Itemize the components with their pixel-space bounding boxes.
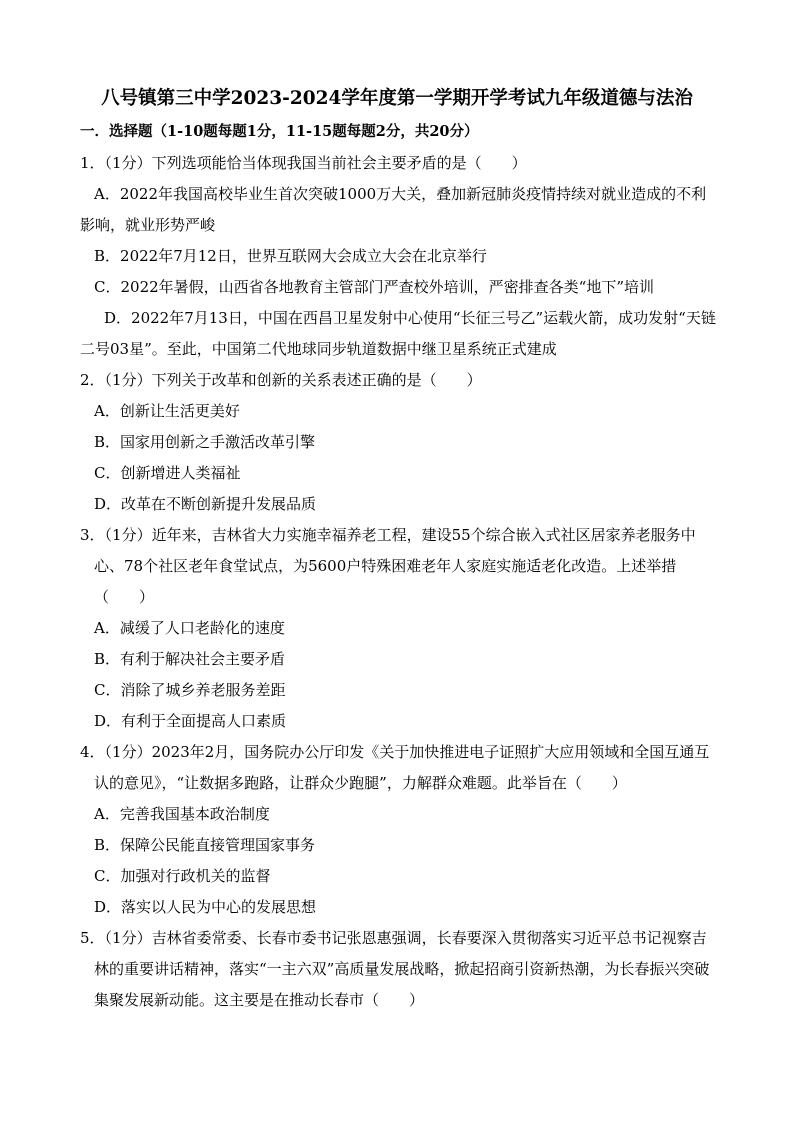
question-list [80, 148, 720, 1016]
option-b: B．国家用创新之手激活改革引擎 [94, 433, 316, 451]
option-d: D．落实以人民为中心的发展思想 [94, 898, 317, 916]
question-number: 1． [80, 154, 105, 172]
section-heading: 一．选择题（1-10题每题1分，11-15题每题2分，共20分） [80, 123, 479, 140]
option-d: D．有利于全面提高人口素质 [94, 712, 287, 730]
question-number: 5． [80, 929, 105, 947]
option-d: D．2022年7月13日，中国在西昌卫星发射中心使用“长征三号乙”运载火箭，成功发射“天链二号03星”。至此，中国第二代地球同步轨道数据中继卫星系统正式建成 [80, 309, 716, 358]
question-3 [80, 520, 720, 737]
option-b: B．2022年7月12日，世界互联网大会成立大会在北京举行 [94, 247, 487, 265]
option-c: C．消除了城乡养老服务差距 [94, 681, 286, 699]
option-a: A．减缓了人口老龄化的速度 [94, 619, 285, 637]
option-b: B．有利于解决社会主要矛盾 [94, 650, 286, 668]
question-4 [80, 737, 720, 923]
question-text: （1分）近年来，吉林省大力实施幸福养老工程，建设55个综合嵌入式社区居家养老服务中心、78个社区老年食堂试点，为5600户特殊困难老年人家庭实施适老化改造。上述举措（ ） [94, 526, 696, 606]
question-stem [80, 923, 720, 1016]
question-1 [80, 148, 720, 365]
option-a: A．创新让生活更美好 [94, 402, 240, 420]
question-text: （1分）2023年2月，国务院办公厅印发《关于加快推进电子证照扩大应用领域和全国互通互认的意见》，“让数据多跑路，让群众少跑腿”，力解群众难题。此举旨在（ ） [94, 743, 710, 792]
question-stem [80, 520, 720, 613]
question-stem [80, 148, 720, 179]
question-number: 3． [80, 526, 105, 544]
option-d: D．改革在不断创新提升发展品质 [94, 495, 317, 513]
option-b: B．保障公民能直接管理国家事务 [94, 836, 316, 854]
option-a: A．完善我国基本政治制度 [94, 805, 270, 823]
option-c: C．加强对行政机关的监督 [94, 867, 271, 885]
question-2 [80, 365, 720, 520]
question-number: 4． [80, 743, 105, 761]
question-text: （1分）下列关于改革和创新的关系表述正确的是（ ） [104, 371, 482, 389]
question-stem [80, 737, 720, 799]
option-c: C．2022年暑假，山西省各地教育主管部门严查校外培训，严密排查各类“地下”培训 [94, 278, 654, 296]
question-stem [80, 365, 720, 396]
exam-title: 八号镇第三中学2023-2024学年度第一学期开学考试九年级道德与法治 [101, 88, 693, 109]
option-c: C．创新增进人类福祉 [94, 464, 241, 482]
question-text: （1分）吉林省委常委、长春市委书记张恩惠强调，长春要深入贯彻落实习近平总书记视察吉林的重要讲话精神，落实“一主六双”高质量发展战略，掀起招商引资新热潮，为长春振兴突破集聚发展新动能。这主要是在推动长春市（ ） [94, 929, 710, 1009]
question-text: （1分）下列选项能恰当体现我国当前社会主要矛盾的是（ ） [104, 154, 527, 172]
question-5 [80, 923, 720, 1016]
question-number: 2． [80, 371, 105, 389]
option-a: A．2022年我国高校毕业生首次突破1000万大关，叠加新冠肺炎疫情持续对就业造成的不利影响，就业形势严峻 [80, 185, 707, 234]
